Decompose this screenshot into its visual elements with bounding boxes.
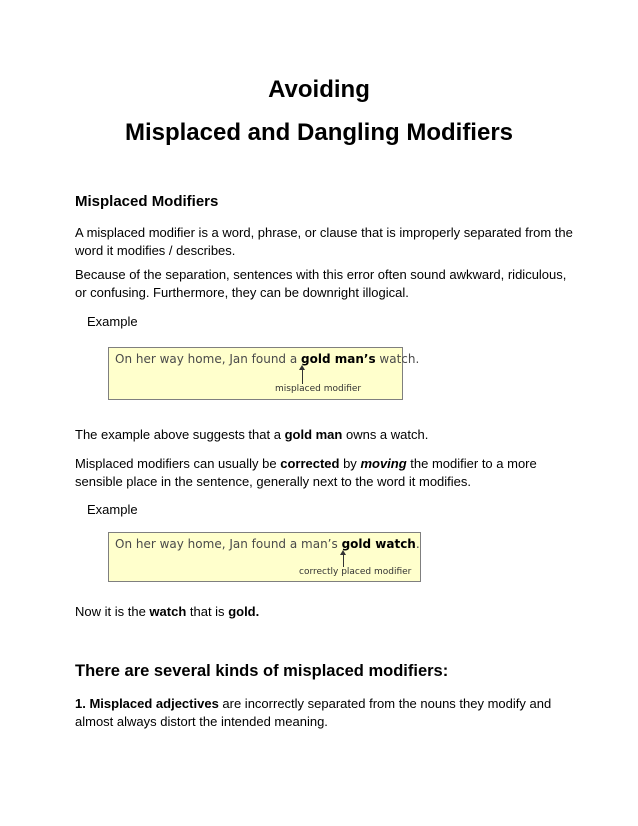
page-title-line2: Misplaced and Dangling Modifiers: [124, 119, 514, 146]
paragraph-correction: [75, 455, 570, 490]
example-sentence-end: watch.: [375, 352, 420, 366]
text-run: the modifier to a more sensible place in the sentence, generally next to the word it modifies.: [75, 456, 537, 489]
text-run: Misplaced modifiers can usually be: [75, 456, 281, 471]
paragraph-example-explanation: [75, 426, 575, 444]
paragraph-misplaced-adjectives: [75, 695, 570, 730]
paragraph-result: [75, 603, 575, 621]
text-run: that is: [186, 604, 229, 619]
example-sentence-misplaced: [115, 352, 419, 367]
example-label-2: Example: [87, 502, 138, 517]
text-run: by: [339, 456, 361, 471]
example-box-misplaced: [108, 347, 420, 400]
example-sentence-start: On her way home, Jan found a: [115, 352, 302, 366]
arrow-up-icon: [302, 369, 303, 384]
text-bold-corrected: corrected: [280, 456, 340, 471]
paragraph-definition: A misplaced modifier is a word, phrase, or clause that is improperly separated from the word it modifies / describes.: [75, 225, 573, 258]
example-sentence-correct: [115, 537, 420, 552]
example-sentence-end: .: [415, 537, 420, 551]
example-label-1: Example: [87, 314, 138, 329]
text-bold-gold: gold.: [228, 604, 260, 619]
example-modifier-bold: gold watch: [341, 537, 416, 551]
text-bold-misplaced-adjectives: 1. Misplaced adjectives: [75, 696, 219, 711]
example-sentence-start: On her way home, Jan found a man’s: [115, 537, 342, 551]
text-run: are incorrectly separated from the nouns they modify and almost always distort the intended meaning.: [75, 696, 552, 729]
section-heading-kinds: There are several kinds of misplaced modifiers:: [75, 662, 449, 680]
example-modifier-bold: gold man’s: [301, 352, 376, 366]
page-title-line1: Avoiding: [268, 76, 370, 103]
example-note-correct: correctly placed modifier: [299, 567, 412, 577]
text-bold-watch: watch: [149, 604, 187, 619]
text-run: The example above suggests that a: [75, 427, 285, 442]
text-run: owns a watch.: [342, 427, 429, 442]
example-box-correct: [108, 532, 421, 582]
arrow-up-icon: [343, 554, 344, 567]
text-run: Now it is the: [75, 604, 150, 619]
example-note-misplaced: misplaced modifier: [275, 384, 362, 394]
text-bold-gold-man: gold man: [284, 427, 343, 442]
text-bold-italic-moving: moving: [360, 456, 407, 471]
section-heading-misplaced-modifiers: Misplaced Modifiers: [75, 193, 219, 210]
paragraph-consequence: Because of the separation, sentences with this error often sound awkward, ridiculous, or confusing. Furthermore, they can be downright illogical.: [75, 267, 567, 300]
